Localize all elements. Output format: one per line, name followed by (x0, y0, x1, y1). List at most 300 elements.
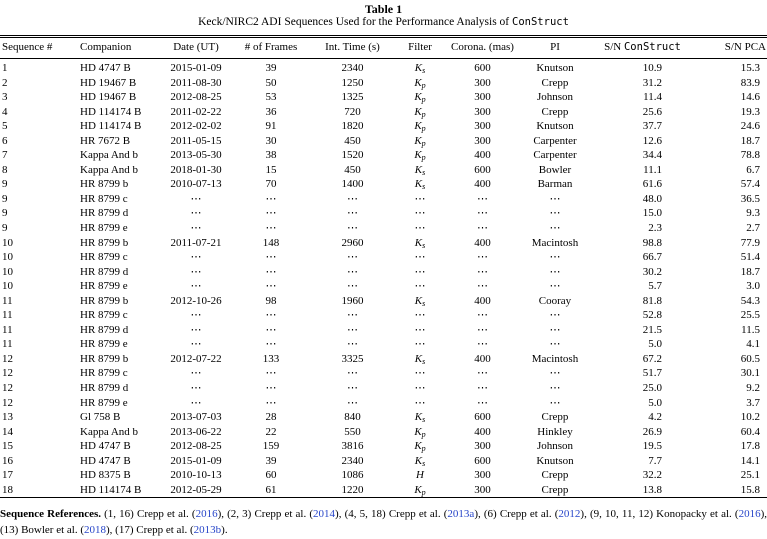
cell-pi: Hinkley (537, 425, 573, 438)
cell-seq: 16 (2, 454, 13, 467)
reference-link[interactable]: 2013b (193, 523, 222, 536)
cell-corona: 400 (474, 236, 491, 249)
table-row (0, 483, 767, 498)
cell-date: ⋯ (190, 338, 202, 351)
cell-pi: Crepp (541, 469, 569, 482)
cell-filter: ⋯ (414, 192, 426, 205)
table-row (0, 381, 767, 396)
footnote-text: ). (221, 523, 228, 536)
cell-filter: $K_p$ (414, 483, 426, 497)
cell-int_time: ⋯ (347, 207, 358, 220)
table-row (0, 177, 767, 192)
reference-link[interactable]: 2013a (447, 508, 475, 521)
reference-link[interactable]: 2014 (313, 508, 336, 521)
cell-sn_pca: 18.7 (740, 265, 760, 278)
cell-sn_construct: 19.5 (642, 440, 662, 453)
cell-pi: ⋯ (549, 207, 561, 220)
cell-sn_pca: 10.2 (740, 411, 760, 424)
cell-int_time: 450 (344, 134, 361, 147)
cell-pi: ⋯ (549, 338, 561, 351)
cell-int_time: ⋯ (347, 396, 358, 409)
table-row (0, 59, 767, 76)
table-caption-text: Keck/NIRC2 ADI Sequences Used for the Performance Analysis of (198, 16, 513, 28)
cell-int_time: ⋯ (347, 265, 358, 278)
cell-frames: 39 (265, 62, 277, 74)
cell-companion: HR 8799 c (80, 251, 128, 264)
reference-link[interactable]: 2016 (195, 508, 218, 521)
cell-pi: Bowler (538, 163, 572, 176)
cell-corona: ⋯ (477, 323, 488, 336)
cell-filter: $K_p$ (414, 425, 426, 439)
cell-sn_construct: 7.7 (648, 454, 662, 467)
cell-sn_pca: 57.4 (740, 178, 760, 191)
cell-frames: 28 (265, 411, 277, 424)
cell-frames: 91 (265, 120, 277, 133)
table-row (0, 294, 767, 309)
footnote-text: (1, 16) Crepp et al. ( (101, 508, 196, 521)
cell-filter: ⋯ (414, 265, 426, 278)
cell-pi: ⋯ (549, 367, 561, 380)
cell-companion: HR 7672 B (80, 134, 131, 147)
cell-sn_pca: 60.4 (740, 425, 760, 438)
cell-int_time: 840 (344, 411, 361, 424)
cell-pi: ⋯ (549, 280, 561, 293)
cell-companion: HR 8799 b (80, 294, 129, 307)
cell-companion: HR 8799 e (80, 222, 128, 235)
cell-sn_construct: 66.7 (642, 251, 662, 264)
cell-corona: 300 (474, 91, 491, 104)
cell-corona: ⋯ (477, 192, 488, 205)
cell-date: ⋯ (190, 382, 202, 395)
cell-companion: HD 4747 B (80, 440, 131, 453)
cell-filter: ⋯ (414, 309, 426, 322)
cell-date: ⋯ (190, 251, 202, 264)
cell-corona: 600 (474, 62, 491, 74)
cell-companion: HD 114174 B (80, 105, 142, 118)
cell-companion: HR 8799 d (80, 265, 129, 278)
table-row (0, 221, 767, 236)
cell-seq: 17 (2, 469, 13, 482)
cell-date: ⋯ (190, 207, 202, 220)
table-row (0, 192, 767, 207)
cell-frames: 61 (265, 483, 277, 496)
cell-sn_pca: 51.4 (740, 251, 760, 264)
cell-frames: 39 (265, 454, 277, 467)
cell-int_time: ⋯ (347, 222, 358, 235)
cell-sn_construct: 21.5 (642, 323, 662, 336)
cell-filter: $K_s$ (414, 163, 426, 177)
cell-sn_construct: 61.6 (642, 178, 662, 191)
cell-seq: 11 (2, 338, 13, 351)
cell-int_time: ⋯ (347, 192, 358, 205)
cell-date: 2012-10-26 (170, 294, 222, 307)
cell-sn_pca: 25.5 (740, 309, 760, 322)
cell-int_time: 3325 (341, 352, 364, 365)
cell-companion: HR 8799 e (80, 280, 128, 293)
cell-seq: 18 (2, 483, 13, 496)
cell-seq: 11 (2, 323, 13, 336)
cell-frames: 22 (265, 425, 277, 438)
cell-int_time: 1960 (341, 294, 364, 307)
cell-seq: 11 (2, 294, 13, 307)
table-row (0, 163, 767, 178)
cell-corona: 300 (474, 134, 491, 147)
table-footnote (0, 507, 767, 538)
cell-filter: $K_s$ (414, 294, 426, 308)
reference-link[interactable]: 2018 (84, 523, 106, 536)
table-row (0, 425, 767, 440)
column-header-filter: Filter (395, 37, 445, 59)
cell-filter: ⋯ (414, 251, 426, 264)
footnote-text: ), (6) Crepp et al. ( (474, 508, 559, 521)
cell-sn_construct: 32.2 (642, 469, 662, 482)
table-row (0, 134, 767, 149)
cell-corona: 400 (474, 352, 491, 365)
cell-filter: $K_p$ (414, 105, 426, 119)
cell-filter: ⋯ (414, 338, 426, 351)
cell-sn_pca: 17.8 (740, 440, 760, 453)
footnote-label: Sequence References. (0, 508, 101, 521)
cell-companion: HD 114174 B (80, 483, 142, 496)
cell-seq: 10 (2, 236, 13, 249)
cell-pi: Barman (537, 178, 573, 191)
cell-companion: HR 8799 b (80, 236, 129, 249)
cell-companion: HR 8799 c (80, 367, 128, 380)
cell-corona: ⋯ (477, 251, 488, 264)
cell-sn_construct: 30.2 (642, 265, 662, 278)
cell-int_time: 1250 (341, 76, 364, 89)
cell-frames: 148 (262, 236, 280, 249)
cell-companion: HR 8799 c (80, 309, 128, 322)
cell-sn_construct: 11.1 (643, 163, 662, 176)
cell-int_time: ⋯ (347, 338, 358, 351)
cell-sn_pca: 19.3 (740, 105, 760, 118)
cell-date: 2015-01-09 (170, 454, 222, 467)
cell-corona: 300 (474, 483, 491, 496)
cell-sn_pca: 83.9 (740, 76, 760, 89)
cell-corona: ⋯ (477, 338, 488, 351)
cell-corona: 600 (474, 411, 491, 424)
cell-seq: 14 (2, 425, 13, 438)
cell-filter: H (416, 469, 424, 482)
cell-sn_construct: 52.8 (642, 309, 662, 322)
cell-sn_pca: 11.5 (741, 323, 760, 336)
cell-companion: Kappa And b (80, 149, 139, 162)
cell-sn_pca: 3.7 (746, 396, 760, 409)
cell-companion: HR 8799 d (80, 323, 129, 336)
cell-frames: 38 (265, 149, 277, 162)
table-row (0, 337, 767, 352)
cell-sn_construct: 51.7 (642, 367, 662, 380)
table-row (0, 279, 767, 294)
reference-link[interactable]: 2012 (558, 508, 581, 521)
cell-filter: $K_p$ (414, 134, 426, 148)
cell-sn_construct: 67.2 (642, 352, 662, 365)
cell-corona: ⋯ (477, 367, 488, 380)
cell-date: 2010-10-13 (170, 469, 222, 482)
cell-pi: Knutson (536, 62, 574, 74)
cell-pi: Crepp (541, 411, 569, 424)
table-header-row (0, 37, 767, 59)
cell-corona: 400 (474, 149, 491, 162)
footnote-text: ), (2, 3) Crepp et al. ( (217, 508, 314, 521)
cell-pi: ⋯ (549, 382, 561, 395)
cell-int_time: ⋯ (347, 280, 358, 293)
cell-sn_construct: 34.4 (642, 149, 662, 162)
cell-int_time: 550 (344, 425, 361, 438)
cell-pi: Carpenter (533, 134, 577, 147)
cell-corona: 600 (474, 454, 491, 467)
cell-pi: ⋯ (549, 265, 561, 278)
cell-date: 2013-06-22 (170, 425, 222, 438)
cell-seq: 2 (2, 76, 8, 89)
cell-corona: ⋯ (477, 309, 488, 322)
column-header-sn_construct: S/N ConStruct (590, 37, 695, 59)
table-row (0, 308, 767, 323)
cell-pi: Crepp (541, 105, 569, 118)
cell-seq: 1 (2, 62, 8, 74)
cell-frames: 15 (265, 163, 277, 176)
footnote-text: ), (4, 5, 18) Crepp et al. ( (335, 508, 448, 521)
cell-sn_pca: 15.8 (740, 483, 760, 496)
cell-filter: $K_p$ (414, 76, 426, 90)
cell-corona: 300 (474, 105, 491, 118)
footnote-text: ), (17) Crepp et al. ( (106, 523, 194, 536)
cell-sn_construct: 25.6 (642, 105, 662, 118)
cell-seq: 10 (2, 280, 13, 293)
cell-pi: Crepp (541, 76, 569, 89)
cell-filter: ⋯ (414, 222, 426, 235)
cell-sn_construct: 31.2 (642, 76, 662, 89)
cell-sn_pca: 2.7 (746, 222, 760, 235)
column-header-pi: PI (520, 37, 590, 59)
cell-sn_construct: 26.9 (642, 425, 662, 438)
cell-frames: 53 (265, 91, 277, 104)
cell-sn_construct: 5.0 (648, 338, 662, 351)
cell-date: ⋯ (190, 396, 202, 409)
cell-int_time: 450 (344, 163, 361, 176)
cell-seq: 12 (2, 382, 13, 395)
cell-date: 2012-08-25 (170, 440, 222, 453)
cell-pi: ⋯ (549, 222, 561, 235)
cell-sn_pca: 30.1 (740, 367, 760, 380)
cell-companion: HR 8799 b (80, 352, 129, 365)
cell-date: 2011-08-30 (170, 76, 222, 89)
cell-companion: HD 19467 B (80, 91, 137, 104)
cell-seq: 11 (2, 309, 13, 322)
cell-int_time: ⋯ (347, 323, 358, 336)
cell-date: ⋯ (190, 323, 202, 336)
cell-sn_construct: 4.2 (648, 411, 662, 424)
cell-sn_construct: 2.3 (648, 222, 662, 235)
cell-sn_pca: 77.9 (740, 236, 760, 249)
cell-date: 2012-05-29 (170, 483, 222, 496)
cell-corona: ⋯ (477, 382, 488, 395)
cell-frames: 133 (262, 352, 280, 365)
cell-filter: ⋯ (414, 382, 426, 395)
construct-name: ConStruct (512, 16, 569, 28)
cell-sn_pca: 6.7 (746, 163, 760, 176)
table-caption (0, 16, 767, 29)
cell-frames: ⋯ (265, 309, 277, 322)
cell-companion: HR 8799 d (80, 207, 129, 220)
cell-corona: 600 (474, 163, 491, 176)
table-row (0, 468, 767, 483)
cell-date: ⋯ (190, 367, 202, 380)
cell-companion: HD 114174 B (80, 120, 142, 133)
cell-corona: ⋯ (477, 207, 488, 220)
cell-frames: ⋯ (265, 323, 277, 336)
table-row (0, 119, 767, 134)
cell-int_time: 720 (344, 105, 361, 118)
cell-pi: ⋯ (549, 251, 561, 264)
cell-seq: 4 (2, 105, 8, 118)
reference-link[interactable]: 2016 (738, 508, 761, 521)
cell-date: 2018-01-30 (170, 163, 222, 176)
cell-filter: $K_p$ (414, 440, 426, 454)
cell-sn_construct: 48.0 (642, 192, 662, 205)
cell-sn_pca: 18.7 (740, 134, 760, 147)
cell-pi: Johnson (536, 440, 574, 453)
cell-sn_pca: 78.8 (740, 149, 760, 162)
cell-filter: $K_p$ (414, 120, 426, 134)
cell-frames: 30 (265, 134, 277, 147)
cell-companion: Gl 758 B (80, 411, 121, 424)
cell-date: 2011-05-15 (170, 134, 222, 147)
cell-int_time: ⋯ (347, 251, 358, 264)
cell-pi: ⋯ (549, 323, 561, 336)
column-header-date: Date (UT) (160, 37, 232, 59)
cell-seq: 12 (2, 396, 13, 409)
cell-companion: HD 4747 B (80, 62, 131, 74)
cell-sn_pca: 54.3 (740, 294, 760, 307)
cell-sn_pca: 24.6 (740, 120, 760, 133)
cell-seq: 12 (2, 352, 13, 365)
cell-filter: $K_s$ (414, 352, 426, 366)
cell-date: 2011-07-21 (170, 236, 222, 249)
cell-date: ⋯ (190, 280, 202, 293)
cell-frames: ⋯ (265, 396, 277, 409)
table-row (0, 410, 767, 425)
cell-pi: Crepp (541, 483, 569, 496)
cell-filter: $K_s$ (414, 454, 426, 468)
cell-pi: Knutson (536, 454, 574, 467)
cell-sn_pca: 25.1 (740, 469, 760, 482)
cell-frames: ⋯ (265, 192, 277, 205)
cell-companion: Kappa And b (80, 163, 139, 176)
cell-pi: Knutson (536, 120, 574, 133)
cell-companion: HR 8799 e (80, 338, 128, 351)
cell-filter: $K_s$ (414, 236, 426, 250)
cell-int_time: 1400 (341, 178, 364, 191)
cell-pi: Johnson (536, 91, 574, 104)
cell-sn_pca: 4.1 (746, 338, 760, 351)
table-number: Table 1 (364, 2, 403, 16)
cell-filter: $K_p$ (414, 149, 426, 163)
cell-int_time: ⋯ (347, 367, 358, 380)
table-row (0, 250, 767, 265)
cell-filter: ⋯ (414, 323, 426, 336)
cell-sn_construct: 15.0 (642, 207, 662, 220)
cell-sn_pca: 14.6 (740, 91, 760, 104)
cell-int_time: 1220 (341, 483, 364, 496)
cell-seq: 6 (2, 134, 8, 147)
cell-seq: 9 (2, 207, 8, 220)
cell-frames: 50 (265, 76, 277, 89)
cell-date: 2012-07-22 (170, 352, 222, 365)
cell-sn_pca: 36.5 (740, 192, 760, 205)
table-row (0, 236, 767, 251)
cell-pi: ⋯ (549, 309, 561, 322)
table-row (0, 105, 767, 120)
table-row (0, 439, 767, 454)
cell-frames: 60 (265, 469, 277, 482)
cell-companion: HR 8799 d (80, 382, 129, 395)
table-row (0, 454, 767, 469)
cell-date: 2013-05-30 (170, 149, 222, 162)
cell-date: 2010-07-13 (170, 178, 222, 191)
cell-seq: 10 (2, 251, 13, 264)
table-row (0, 76, 767, 91)
cell-filter: ⋯ (414, 280, 426, 293)
table-row (0, 366, 767, 381)
column-header-sn_pca: S/N PCA (695, 37, 767, 59)
cell-filter: $K_s$ (414, 62, 426, 75)
table-row (0, 90, 767, 105)
cell-seq: 15 (2, 440, 13, 453)
cell-companion: HR 8799 e (80, 396, 128, 409)
cell-pi: ⋯ (549, 396, 561, 409)
cell-frames: ⋯ (265, 382, 277, 395)
cell-sn_construct: 13.8 (642, 483, 662, 496)
cell-sn_construct: 5.7 (648, 280, 662, 293)
cell-int_time: 2960 (341, 236, 364, 249)
cell-seq: 8 (2, 163, 8, 176)
cell-sn_pca: 15.3 (740, 62, 760, 74)
cell-frames: 36 (265, 105, 277, 118)
table-row (0, 396, 767, 411)
cell-seq: 13 (2, 411, 13, 424)
cell-filter: ⋯ (414, 367, 426, 380)
cell-int_time: 3816 (341, 440, 364, 453)
cell-seq: 12 (2, 367, 13, 380)
cell-date: ⋯ (190, 222, 202, 235)
table-row (0, 148, 767, 163)
column-header-int_time: Int. Time (s) (310, 37, 395, 59)
cell-int_time: 1325 (341, 91, 364, 104)
cell-frames: 159 (262, 440, 280, 453)
cell-corona: ⋯ (477, 396, 488, 409)
cell-int_time: ⋯ (347, 309, 358, 322)
cell-corona: ⋯ (477, 222, 488, 235)
cell-date: 2012-02-02 (170, 120, 222, 133)
cell-frames: ⋯ (265, 251, 277, 264)
cell-seq: 5 (2, 120, 8, 133)
cell-seq: 3 (2, 91, 8, 104)
cell-seq: 7 (2, 149, 8, 162)
cell-companion: HR 8799 b (80, 178, 129, 191)
cell-frames: ⋯ (265, 338, 277, 351)
cell-filter: $K_s$ (414, 411, 426, 425)
cell-corona: 400 (474, 178, 491, 191)
cell-sn_pca: 60.5 (740, 352, 760, 365)
cell-sn_pca: 3.0 (746, 280, 760, 293)
table-row (0, 352, 767, 367)
cell-corona: 300 (474, 469, 491, 482)
cell-filter: $K_p$ (414, 91, 426, 105)
cell-frames: 98 (265, 294, 277, 307)
cell-seq: 10 (2, 265, 13, 278)
